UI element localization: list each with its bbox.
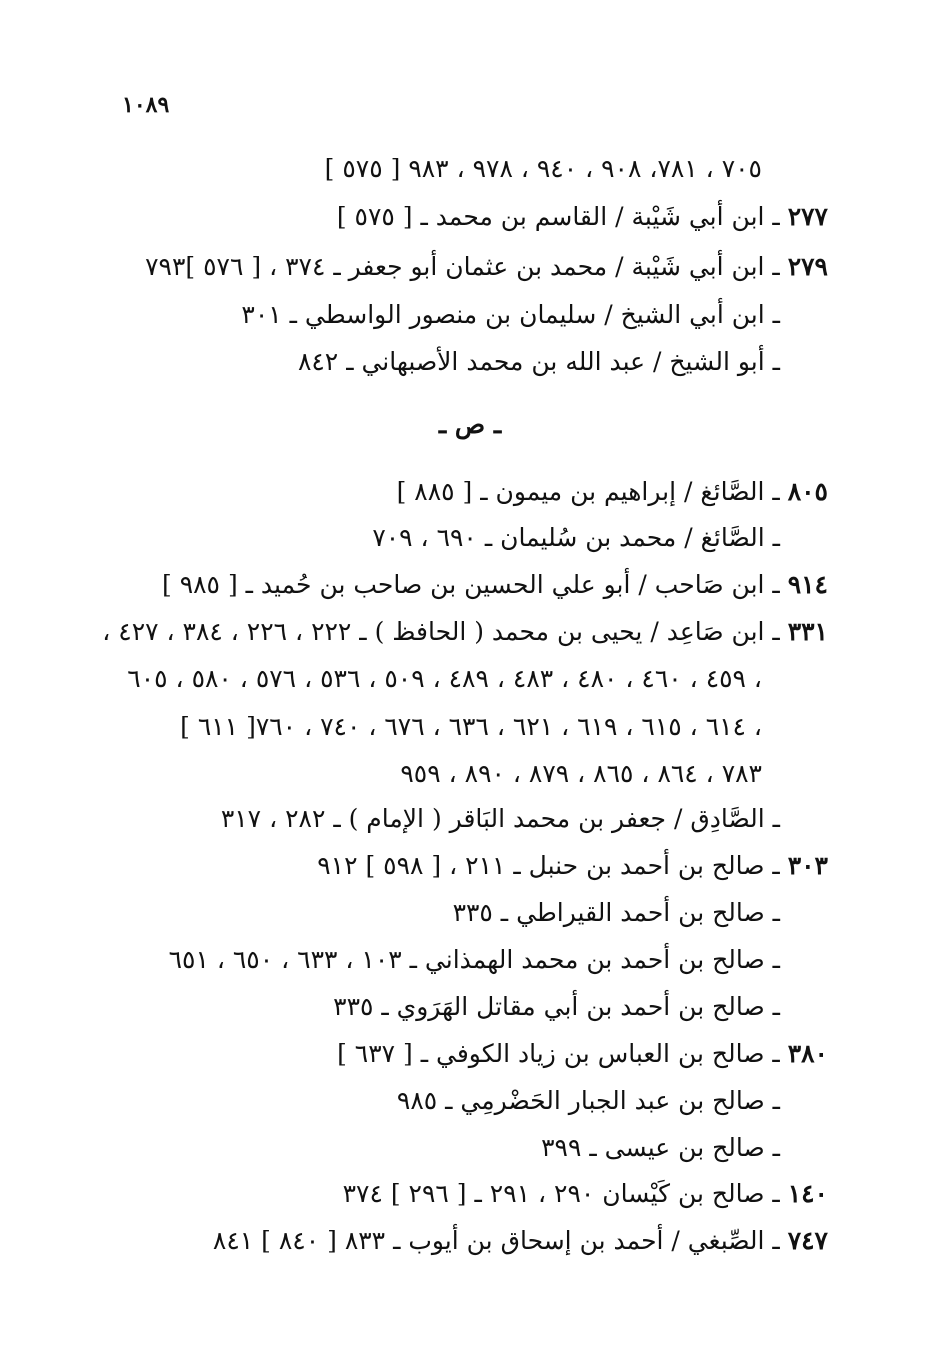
entry-text: ٤٥٩ ، ٤٦٠ ، ٤٨٠ ، ٤٨٣ ، ٤٨٩ ، ٥٠٩ ، ٥٣٦ ، ٥٧٦ ، ٥٨٠ ، ٦٠٥ ، — [127, 664, 762, 693]
entry-text: صالح بن أحمد بن محمد الهمذاني ـ ١٠٣ ، ٦٣٣ ، ٦٥٠ ، ٦٥١ — [168, 945, 765, 974]
index-entry: ٧٤٧ ـ الصِّبغي / أحمد بن إسحاق بن أيوب ـ ٨٣٣ [ ٨٤٠ ] ٨٤١ — [212, 1226, 828, 1255]
section-heading: ـ ص ـ — [438, 410, 502, 439]
index-entry: ٣٠٣ ـ صالح بن أحمد بن حنبل ـ ٢١١ ، [ ٥٩٨ ] ٩١٢ — [317, 851, 828, 880]
index-subentry: ـ أبو الشيخ / عبد الله بن محمد الأصبهاني ـ ٨٤٢ — [297, 347, 780, 376]
index-entry: ٨٠٥ ـ الصَّائغ / إبراهيم بن ميمون ـ [ ٨٨٥ ] — [396, 477, 828, 506]
entry-text: ٧٨٣ ، ٨٦٤ ، ٨٦٥ ، ٨٧٩ ، ٨٩٠ ، ٩٥٩ — [400, 759, 762, 788]
index-subentry: ـ صالح بن أحمد بن محمد الهمذاني ـ ١٠٣ ، ٦٣٣ ، ٦٥٠ ، ٦٥١ — [168, 945, 780, 974]
index-continuation — [180, 710, 762, 744]
entry-text: [ ٥٧٥ ] ٧٠٥ ، ٧٨١، ٩٠٨ ، ٩٤٠ ، ٩٧٨ ، ٩٨٣ — [324, 154, 762, 183]
entry-text: صالح بن كَيْسان ٢٩٠ ، ٢٩١ ـ [ ٢٩٦ ] ٣٧٤ — [342, 1179, 765, 1208]
page-number: ١٠٨٩ — [122, 92, 170, 118]
index-continuation — [127, 662, 762, 696]
index-entry: ٣٨٠ ـ صالح بن العباس بن زياد الكوفي ـ [ ٦٣٧ ] — [337, 1039, 828, 1068]
entry-text: ابن أبي شَيْبة / محمد بن عثمان أبو جعفر ـ ٣٧٤ ، [ ٥٧٦ ]٧٩٣ — [145, 252, 765, 281]
entry-text: الصَّائغ / محمد بن سُليمان ـ ٦٩٠ ، ٧٠٩ — [372, 523, 765, 552]
entry-text: الصَّادِق / جعفر بن محمد البَاقر ( الإمام ) ـ ٢٨٢ ، ٣١٧ — [220, 804, 765, 833]
entry-number: ٣٠٣ — [787, 851, 828, 880]
entry-text: صالح بن العباس بن زياد الكوفي ـ [ ٦٣٧ ] — [337, 1039, 765, 1068]
entry-number: ٩١٤ — [787, 570, 828, 599]
index-continuation — [400, 757, 762, 791]
index-subentry: ـ صالح بن عيسى ـ ٣٩٩ — [541, 1133, 780, 1162]
index-entry: ٣٣١ ـ ابن صَاعِد / يحيى بن محمد ( الحافظ ) ـ ٢٢٢ ، ٢٢٦ ، ٣٨٤ ، ٤٢٧ ، — [102, 617, 828, 646]
entry-text: ابن صَاعِد / يحيى بن محمد ( الحافظ ) ـ ٢٢٢ ، ٢٢٦ ، ٣٨٤ ، ٤٢٧ ، — [102, 617, 765, 646]
entry-number: ٨٠٥ — [787, 477, 828, 506]
entry-text: صالح بن عيسى ـ ٣٩٩ — [541, 1133, 765, 1162]
index-subentry: ـ الصَّادِق / جعفر بن محمد البَاقر ( الإمام ) ـ ٢٨٢ ، ٣١٧ — [220, 804, 780, 833]
index-subentry: ـ صالح بن أحمد بن أبي مقاتل الهَرَوي ـ ٣٣٥ — [333, 992, 780, 1021]
index-subentry: ـ الصَّائغ / محمد بن سُليمان ـ ٦٩٠ ، ٧٠٩ — [372, 523, 780, 552]
index-subentry: ـ ابن أبي الشيخ / سليمان بن منصور الواسطي ـ ٣٠١ — [241, 300, 780, 329]
entry-text: ابن أبي شَيْبة / القاسم بن محمد ـ [ ٥٧٥ ] — [336, 202, 765, 231]
entry-text: صالح بن عبد الجبار الحَضْرمِي ـ ٩٨٥ — [396, 1086, 765, 1115]
entry-text: [ ٦١١ ]٦١٤ ، ٦١٥ ، ٦١٩ ، ٦٢١ ، ٦٣٦ ، ٦٧٦ ، ٧٤٠ ، ٧٦٠ ، — [180, 712, 762, 741]
index-subentry: ـ صالح بن أحمد القيراطي ـ ٣٣٥ — [452, 898, 780, 927]
entry-number: ٢٧٩ — [787, 252, 828, 281]
entry-text: الصَّائغ / إبراهيم بن ميمون ـ [ ٨٨٥ ] — [396, 477, 765, 506]
index-entry: ٢٧٩ ـ ابن أبي شَيْبة / محمد بن عثمان أبو جعفر ـ ٣٧٤ ، [ ٥٧٦ ]٧٩٣ — [145, 252, 828, 281]
index-entry: ١٤٠ ـ صالح بن كَيْسان ٢٩٠ ، ٢٩١ ـ [ ٢٩٦ ] ٣٧٤ — [342, 1179, 828, 1208]
entry-number: ٧٤٧ — [787, 1226, 828, 1255]
entry-number: ٣٨٠ — [787, 1039, 828, 1068]
entry-number: ٢٧٧ — [787, 202, 828, 231]
entry-number: ١٤٠ — [787, 1179, 828, 1208]
index-subentry: ـ صالح بن عبد الجبار الحَضْرمِي ـ ٩٨٥ — [396, 1086, 780, 1115]
entry-text: ابن أبي الشيخ / سليمان بن منصور الواسطي ـ ٣٠١ — [241, 300, 765, 329]
entry-number: ٣٣١ — [787, 617, 828, 646]
entry-text: صالح بن أحمد بن أبي مقاتل الهَرَوي ـ ٣٣٥ — [333, 992, 765, 1021]
entry-text: صالح بن أحمد بن حنبل ـ ٢١١ ، [ ٥٩٨ ] ٩١٢ — [317, 851, 765, 880]
index-entry: ٢٧٧ ـ ابن أبي شَيْبة / القاسم بن محمد ـ [ ٥٧٥ ] — [336, 202, 828, 231]
entry-text: الصِّبغي / أحمد بن إسحاق بن أيوب ـ ٨٣٣ [ ٨٤٠ ] ٨٤١ — [212, 1226, 765, 1255]
entry-text: صالح بن أحمد القيراطي ـ ٣٣٥ — [452, 898, 765, 927]
entry-text: أبو الشيخ / عبد الله بن محمد الأصبهاني ـ ٨٤٢ — [297, 347, 765, 376]
entry-text: ابن صَاحب / أبو علي الحسين بن صاحب بن حُميد ـ [ ٩٨٥ ] — [162, 570, 765, 599]
index-line — [325, 152, 762, 186]
index-entry: ٩١٤ ـ ابن صَاحب / أبو علي الحسين بن صاحب بن حُميد ـ [ ٩٨٥ ] — [162, 570, 828, 599]
